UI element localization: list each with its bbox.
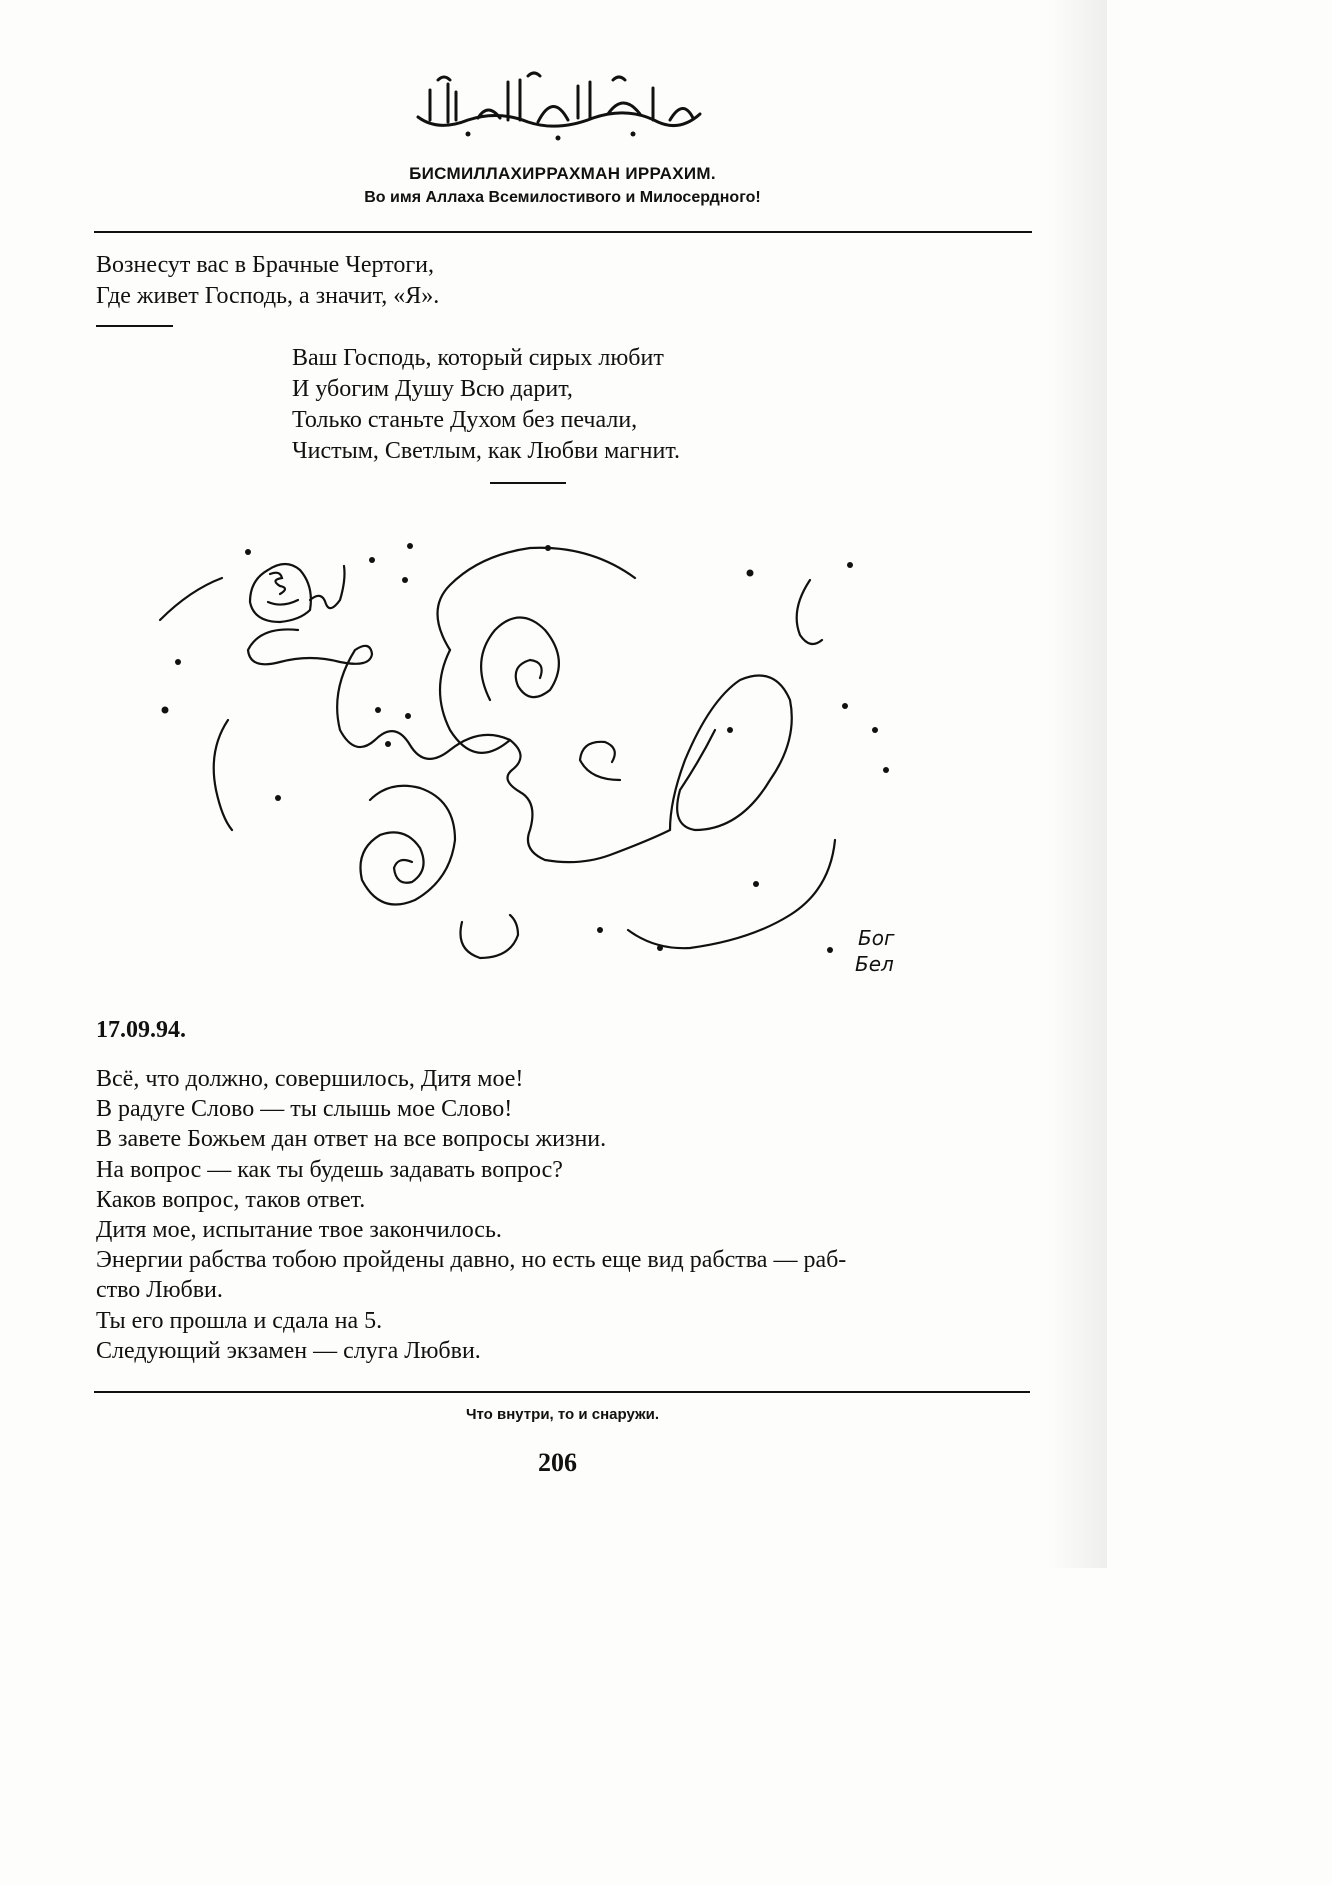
message-line: Дитя мое, испытание твое закончилось. (96, 1217, 502, 1244)
verse-line: И убогим Душу Всю дарит, (292, 376, 573, 402)
entry-message (96, 1064, 1032, 1366)
header-title: БИСМИЛЛАХИРРАХМАН ИРРАХИМ. (409, 164, 716, 183)
message-line: В завете Божьем дан ответ на все вопросы жизни. (96, 1126, 607, 1153)
message-line: Всё, что должно, совершилось, Дитя мое! (96, 1066, 524, 1092)
verse-line: Только станьте Духом без печали, (292, 407, 638, 433)
verse-2 (292, 343, 680, 467)
message-line: Энергии рабства тобою пройдены давно, но есть еще вид рабства — раб- (96, 1247, 847, 1274)
message-line: Каков вопрос, таков ответ. (96, 1186, 366, 1213)
verse-line: Где живет Господь, а значит, «Я». (96, 283, 440, 309)
verse-divider (490, 482, 566, 484)
verse-line: Чистым, Светлым, как Любви магнит. (292, 438, 681, 464)
verse-1 (96, 250, 439, 312)
header-subtitle: Во имя Аллаха Всемилостивого и Милосердного! (364, 189, 761, 206)
spiral-drawing-illustration (150, 530, 930, 1000)
signature-line-1: Бог (858, 926, 895, 950)
page-edge-shadow (1047, 0, 1107, 1568)
message-line: Ты его прошла и сдала на 5. (96, 1307, 383, 1334)
entry-date: 17.09.94. (96, 1017, 186, 1043)
message-line: Следующий экзамен — слуга Любви. (96, 1337, 481, 1364)
page-number: 206 (538, 1448, 577, 1477)
header-divider (94, 231, 1032, 233)
verse-line: Ваш Господь, который сирых любит (292, 345, 664, 371)
signature-line-2: Бел (855, 952, 894, 976)
footer-motto: Что внутри, то и снаружи. (465, 1406, 659, 1423)
verse-line: Вознесут вас в Брачные Чертоги, (96, 252, 435, 278)
message-line: На вопрос — как ты будешь задавать вопрос? (96, 1156, 563, 1183)
verse-divider (96, 325, 173, 327)
message-line: В радуге Слово — ты слышь мое Слово! (96, 1096, 513, 1123)
message-line: ство Любви. (96, 1277, 223, 1304)
basmala-calligraphy (408, 62, 708, 142)
footer-divider (94, 1391, 1030, 1393)
